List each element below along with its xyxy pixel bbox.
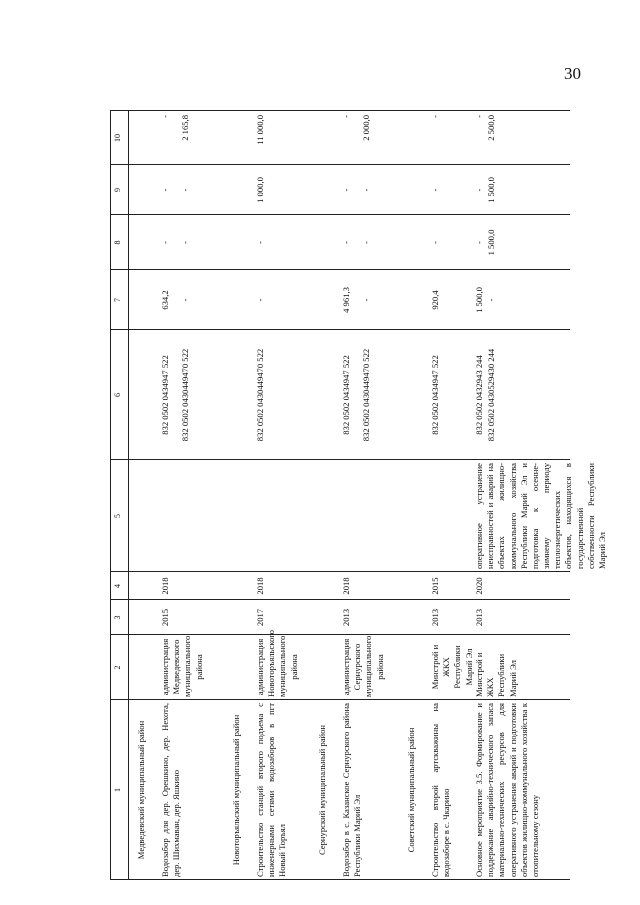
column-number-6: 6 bbox=[113, 393, 122, 397]
project-name: Водозабор для дер. Орешкино, дер. Нехота, дер. Шихмаван, дер. Яшкино bbox=[160, 703, 182, 877]
header-rule bbox=[128, 110, 129, 880]
column-divider bbox=[110, 329, 570, 330]
col8-value: - bbox=[341, 241, 351, 244]
section-title: Советский муниципальный район bbox=[406, 727, 416, 853]
section-title: Новоторъяльский муниципальный район bbox=[231, 714, 241, 866]
column-number-1: 1 bbox=[113, 788, 122, 792]
col9-value: - bbox=[361, 188, 371, 192]
project-name: Строительство второй артскважины на водозаборе в с. Чкарино bbox=[430, 703, 452, 877]
kbk-code: 832 0502 0430449470 522 bbox=[180, 348, 190, 442]
col10-value: 11 000,0 bbox=[255, 115, 265, 145]
column-divider bbox=[110, 699, 570, 700]
end-year: 2018 bbox=[255, 577, 265, 595]
budget-table bbox=[110, 110, 607, 880]
start-year: 2015 bbox=[160, 608, 170, 627]
column-number-9: 9 bbox=[113, 188, 122, 192]
column-divider bbox=[110, 214, 570, 215]
kbk-code: 832 0502 0430449470 522 bbox=[361, 348, 371, 442]
col8-value: 1 500,0 bbox=[486, 229, 496, 256]
col7-value: - bbox=[180, 298, 190, 302]
col10-value: - bbox=[474, 115, 484, 118]
kbk-code: 832 0502 0434947 522 bbox=[160, 355, 170, 435]
col7-value: - bbox=[486, 298, 496, 302]
start-year: 2013 bbox=[474, 608, 484, 627]
column-number-10: 10 bbox=[113, 134, 122, 142]
column-divider bbox=[110, 634, 570, 635]
column-divider bbox=[110, 164, 570, 165]
col7-value: - bbox=[255, 298, 265, 302]
col7-value: 920,4 bbox=[430, 290, 440, 310]
column-number-2: 2 bbox=[113, 665, 122, 670]
col9-value: - bbox=[341, 188, 351, 192]
col10-value: - bbox=[341, 115, 351, 118]
page-number: 30 bbox=[564, 64, 581, 83]
kbk-code: 832 0502 0430449470 522 bbox=[255, 348, 265, 442]
start-year: 2013 bbox=[341, 608, 351, 627]
start-year: 2017 bbox=[255, 608, 265, 627]
executor: Минстрой и ЖКХ Республики Марий Эл bbox=[474, 652, 518, 697]
project-name: Строительство станций второго подъема с инженерными сетями водозаборов в пгт Новый Торъял bbox=[255, 703, 288, 877]
start-year: 2013 bbox=[430, 608, 440, 627]
end-year: 2015 bbox=[430, 577, 440, 595]
column-divider bbox=[110, 571, 570, 572]
column-number-3: 3 bbox=[113, 615, 122, 620]
expected-result: оперативное устранение неисправностей и аварий на объектах жилищно-коммунального хозяйства Республики Марий Эл и подготовка к осенне-зимнему периоду теплоэнергетических объектов, находящихся в государственной собственности Республики Марий Эл bbox=[474, 463, 607, 569]
executor: администрация Сернурского муниципального района bbox=[341, 635, 385, 697]
end-year: 2018 bbox=[160, 577, 170, 595]
column-divider bbox=[110, 459, 570, 460]
kbk-code: 832 0502 0432943 244 bbox=[474, 355, 484, 435]
col10-value: 2 000,0 bbox=[361, 115, 371, 141]
col10-value: - bbox=[430, 115, 440, 118]
column-number-4: 4 bbox=[113, 584, 122, 588]
col8-value: - bbox=[361, 241, 371, 244]
end-year: 2020 bbox=[474, 577, 484, 595]
executor: администрация Новоторъяльского муниципального района bbox=[255, 630, 299, 697]
col7-value: - bbox=[361, 298, 371, 302]
section-title: Сернурский муниципальный район bbox=[317, 724, 327, 856]
col8-value: - bbox=[255, 241, 265, 244]
col10-value: - bbox=[160, 115, 170, 118]
kbk-code: 832 0502 0434947 522 bbox=[430, 355, 440, 435]
executor: администрация Медведевского муниципального района bbox=[160, 635, 204, 697]
section-title: Медведевский муниципальный район bbox=[136, 720, 146, 860]
col7-value: 4 961,3 bbox=[341, 287, 351, 313]
col8-value: - bbox=[180, 241, 190, 244]
table-border-left bbox=[110, 879, 570, 880]
col9-value: - bbox=[160, 188, 170, 192]
table-border-top bbox=[110, 110, 111, 880]
col9-value: - bbox=[180, 188, 190, 192]
col9-value: 1 000,0 bbox=[255, 177, 265, 203]
column-divider bbox=[110, 269, 570, 270]
col8-value: - bbox=[474, 241, 484, 244]
col7-value: 634,2 bbox=[160, 290, 170, 310]
table-border-right bbox=[110, 110, 570, 111]
column-number-7: 7 bbox=[113, 298, 122, 302]
col7-value: 1 500,0 bbox=[474, 287, 484, 313]
col8-value: - bbox=[430, 241, 440, 244]
executor: Минстрой и ЖКХ Республики Марий Эл bbox=[430, 644, 474, 690]
kbk-code: 832 0502 0434947 522 bbox=[341, 355, 351, 435]
project-name: Водозабор в с. Казанское Сернурского района Республики Марий Эл bbox=[341, 703, 363, 877]
col10-value: 2 165,8 bbox=[180, 115, 190, 141]
col8-value: - bbox=[160, 241, 170, 244]
col9-value: - bbox=[430, 188, 440, 192]
col9-value: 1 500,0 bbox=[486, 177, 496, 203]
col9-value: - bbox=[474, 188, 484, 192]
column-divider bbox=[110, 599, 570, 600]
col10-value: 2 500,0 bbox=[486, 115, 496, 141]
column-number-8: 8 bbox=[113, 240, 122, 245]
kbk-code: 832 0502 0430529430 244 bbox=[486, 348, 496, 442]
end-year: 2018 bbox=[341, 577, 351, 595]
measure-name: Основное мероприятие 3.5. Формирование и поддержание аварийно-технического запаса материально-технических ресурсов для оперативного устранения аварий и подготовки объектов жилищно-коммунального хозяйства к отопительному сезону bbox=[474, 703, 540, 877]
column-number-5: 5 bbox=[113, 514, 122, 518]
